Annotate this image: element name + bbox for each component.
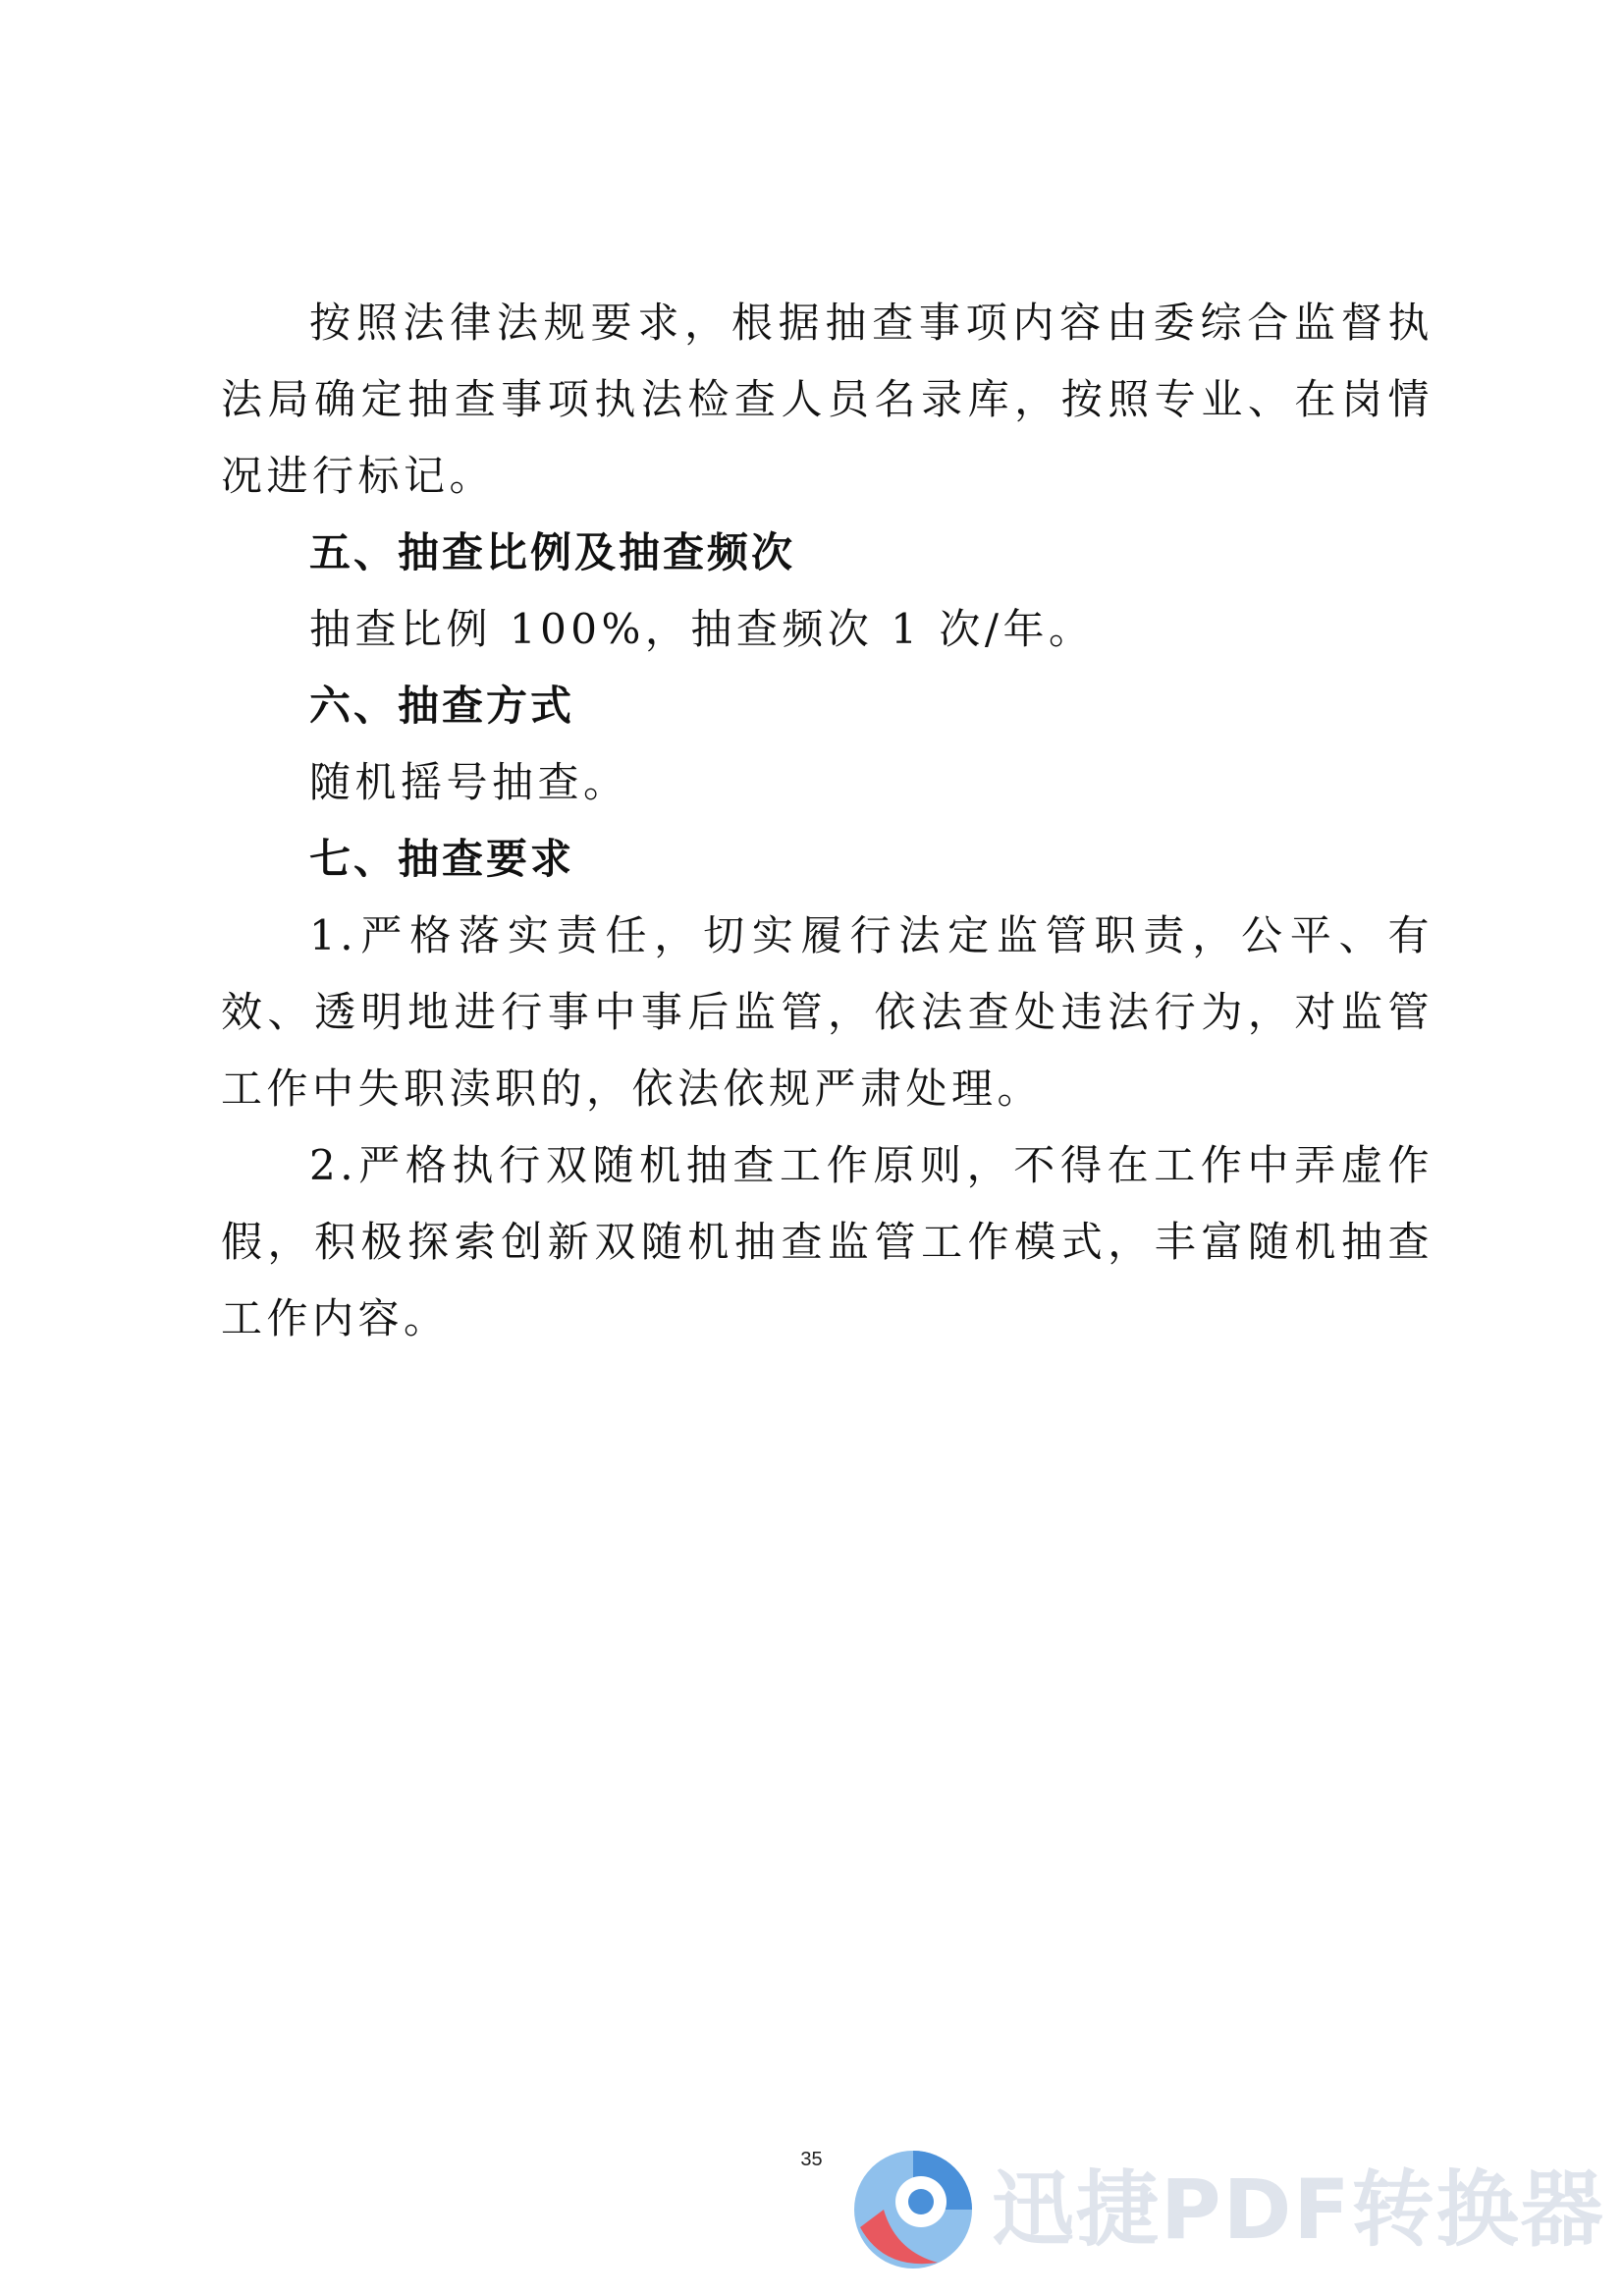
- watermark-text: 迅捷PDF转换器: [992, 2161, 1605, 2258]
- document-body: [221, 285, 1434, 1357]
- paragraph-requirement-2: 2.严格执行双随机抽查工作原则，不得在工作中弄虚作假，积极探索创新双随机抽查监管工作模式，丰富随机抽查工作内容。: [221, 1141, 1434, 1342]
- heading-ratio-frequency: 五、抽查比例及抽查频次: [309, 528, 796, 576]
- paragraph-inspection-method: 随机摇号抽查。: [309, 758, 629, 806]
- xunjie-logo-icon: [844, 2141, 982, 2278]
- paragraph-ratio-frequency: 抽查比例 100%，抽查频次 1 次/年。: [309, 605, 1095, 653]
- paragraph-requirement-1: 1.严格落实责任，切实履行法定监管职责，公平、有效、透明地进行事中事后监管，依法查处违法行为，对监管工作中失职渎职的，依法依规严肃处理。: [221, 911, 1434, 1113]
- page-number: 35: [800, 2149, 823, 2170]
- paragraph-inspector-registry: 按照法律法规要求，根据抽查事项内容由委综合监督执法局确定抽查事项执法检查人员名录库，按照专业、在岗情况进行标记。: [221, 299, 1434, 500]
- watermark: [844, 2141, 1605, 2278]
- heading-inspection-method: 六、抽查方式: [309, 682, 575, 730]
- heading-inspection-requirements: 七、抽查要求: [309, 835, 575, 883]
